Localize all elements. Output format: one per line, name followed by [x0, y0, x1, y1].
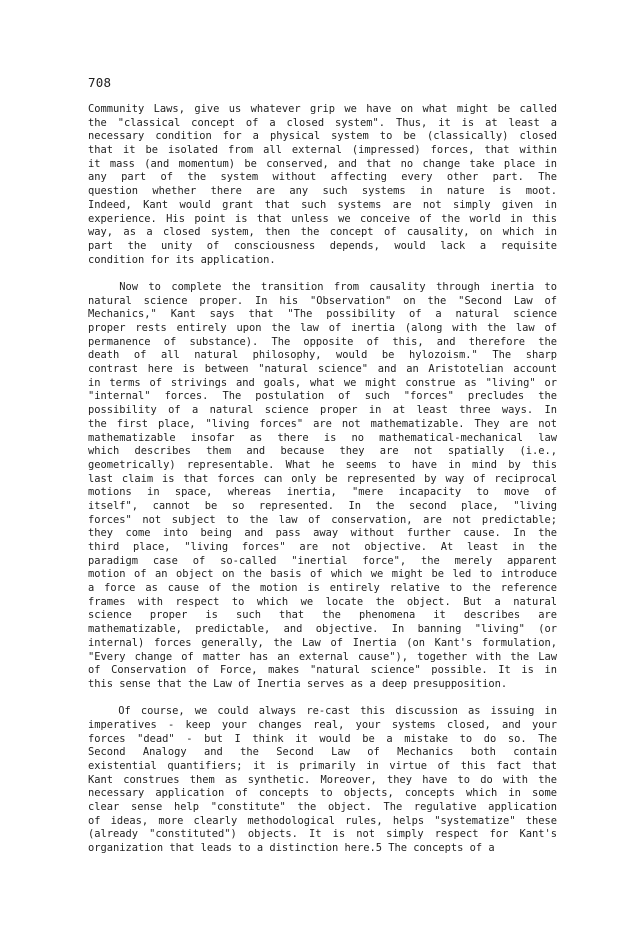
- text-line: a force as cause of the motion is entirely relative to the reference: [88, 582, 557, 595]
- text-line: forces" not subject to the law of conservation, are not predictable;: [88, 513, 557, 526]
- text-line: it mass (and momentum) be conserved, and that no change take place in: [88, 157, 557, 170]
- text-line: Mechanics," Kant says that "The possibility of a natural science: [88, 308, 557, 321]
- text-line: death of all natural philosophy, would be hylozoism." The sharp: [88, 349, 557, 362]
- text-line: part the unity of consciousness depends, would lack a requisite: [88, 239, 557, 252]
- text-line: frames with respect to which we locate the object. But a natural: [88, 595, 557, 608]
- text-line: Community Laws, give us whatever grip we have on what might be called: [88, 103, 557, 115]
- text-line: of Conservation of Force, makes "natural science" possible. It is in: [88, 664, 557, 677]
- text-line: (already "constituted") objects. It is not simply respect for Kant's: [88, 828, 557, 841]
- text-line: this sense that the Law of Inertia serves as a deep presupposition.: [88, 677, 508, 690]
- text-line: which describes them and because they are not spatially (i.e.,: [88, 445, 557, 458]
- text-line: permanence of substance). The opposite of this, and therefore the: [88, 335, 557, 348]
- text-line: "internal" forces. The postulation of such "forces" precludes the: [88, 390, 557, 403]
- text-line: question whether there are any such systems in nature is moot.: [88, 185, 557, 198]
- text-line: that it be isolated from all external (impressed) forces, that within: [88, 144, 557, 157]
- text-line: paradigm case of so-called "inertial force", the merely apparent: [88, 554, 557, 567]
- body-text: [88, 103, 557, 856]
- text-line: existential quantifiers; it is primarily in virtue of this fact that: [88, 760, 557, 772]
- text-line: organization that leads to a distinction here.5 The concepts of a: [88, 842, 495, 855]
- paragraph-gap: [88, 692, 557, 706]
- text-line: any part of the system without affecting every other part. The: [88, 171, 557, 184]
- text-line: Now to complete the transition from causality through inertia to: [88, 280, 557, 293]
- text-line: the "classical concept of a closed system". Thus, it is at least a: [88, 116, 557, 129]
- text-line: third place, "living forces" are not objective. At least in the: [88, 541, 557, 553]
- text-line: mathematizable, predictable, and objective. In banning "living" (or: [88, 623, 557, 636]
- text-line: condition for its application.: [88, 253, 276, 266]
- text-line: experience. His point is that unless we conceive of the world in this: [88, 212, 557, 225]
- text-line: Indeed, Kant would grant that such systems are not simply given in: [88, 198, 557, 211]
- text-line: forces "dead" - but I think it would be a mistake to do so. The: [88, 732, 557, 745]
- text-line: possibility of a natural science proper in at least three ways. In: [88, 404, 557, 417]
- paragraph: [88, 705, 557, 856]
- text-line: internal) forces generally, the Law of Inertia (on Kant's formulation,: [88, 636, 557, 649]
- text-line: in terms of strivings and goals, what we might construe as "living" or: [88, 376, 557, 389]
- text-line: necessary application of concepts to objects, concepts which in some: [88, 787, 557, 800]
- text-line: science proper is such that the phenomena it describes are: [88, 609, 557, 622]
- text-line: the first place, "living forces" are not mathematizable. They are not: [88, 417, 557, 430]
- paragraph-gap: [88, 267, 557, 281]
- page-number: 708: [88, 75, 112, 90]
- text-line: Of course, we could always re-cast this discussion as issuing in: [88, 705, 557, 718]
- text-line: natural science proper. In his "Observation" on the "Second Law of: [88, 294, 557, 307]
- text-line: imperatives - keep your changes real, your systems closed, and your: [88, 718, 557, 731]
- text-line: way, as a closed system, then the concept of causality, on which in: [88, 226, 557, 239]
- text-line: "Every change of matter has an external cause"), together with the Law: [88, 650, 557, 663]
- text-line: mathematizable insofar as there is no mathematical-mechanical law: [88, 431, 557, 444]
- text-line: necessary condition for a physical system to be (classically) closed: [88, 130, 557, 143]
- text-line: motion of an object on the basis of which we might be led to introduce: [88, 568, 557, 581]
- text-line: Kant construes them as synthetic. Moreover, they have to do with the: [88, 773, 557, 786]
- paragraph: [88, 103, 557, 267]
- text-line: clear sense help "constitute" the object. The regulative application: [88, 801, 557, 814]
- text-line: Second Analogy and the Second Law of Mechanics both contain: [88, 746, 557, 759]
- text-line: they come into being and pass away without further cause. In the: [88, 527, 557, 540]
- text-line: itself", cannot be so represented. In the second place, "living: [88, 499, 557, 512]
- text-line: geometrically) representable. What he seems to have in mind by this: [88, 458, 557, 471]
- paragraph: [88, 281, 557, 692]
- text-line: last claim is that forces can only be represented by way of reciprocal: [88, 472, 557, 485]
- text-line: contrast here is between "natural science" and an Aristotelian account: [88, 363, 557, 376]
- text-line: motions in space, whereas inertia, "mere incapacity to move of: [88, 486, 557, 499]
- text-line: proper rests entirely upon the law of inertia (along with the law of: [88, 322, 557, 334]
- text-line: of ideas, more clearly methodological rules, helps "systematize" these: [88, 814, 557, 827]
